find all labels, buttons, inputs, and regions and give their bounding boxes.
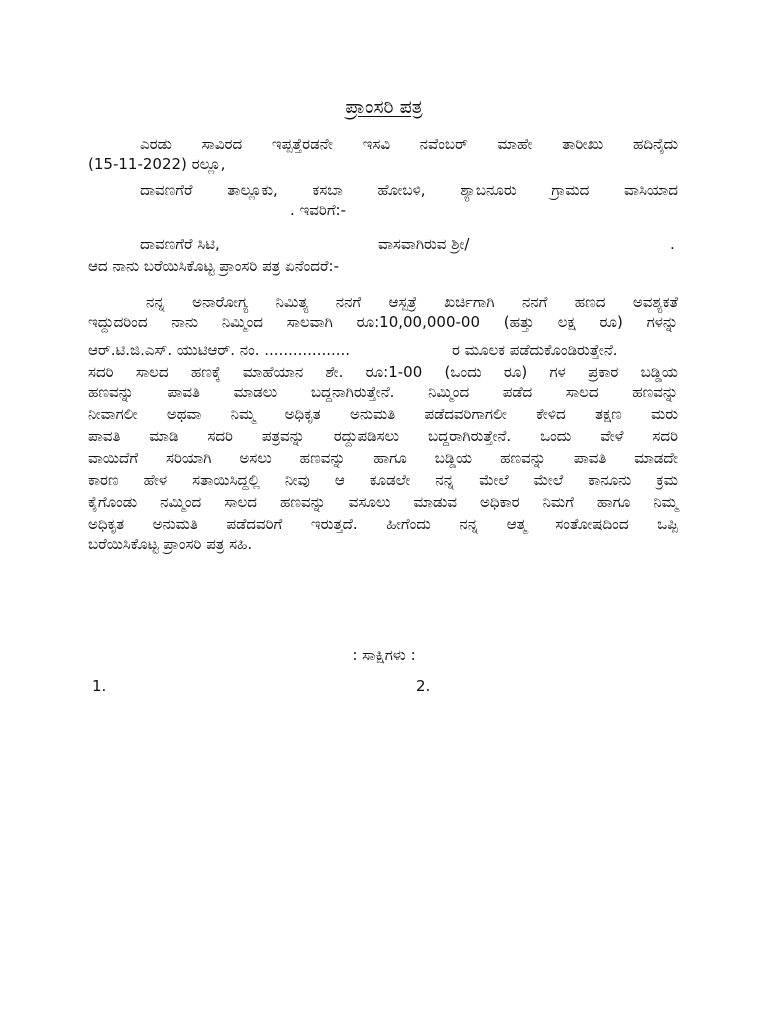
intro-line-4: . ಇವರಿಗೆ:- (290, 201, 347, 219)
body-line-4: ಸದರಿ ಸಾಲದ ಹಣಕ್ಕೆ ಮಾಹೆಯಾನ ಶೇ. ರೂ:1-00 (ಒಂದು ರೂ) ಗಳ ಪ್ರಕಾರ ಬಡ್ಡಿಯ (88, 363, 678, 381)
body-line-3-utr: ಆರ್.ಟಿ.ಜಿ.ಎಸ್. ಯುಟಿಆರ್. ನಂ. .................. (88, 341, 351, 359)
body-line-1: ನನ್ನ ಅನಾರೋಗ್ಯ ನಿಮಿತ್ಯ ನನಗೆ ಆಸ್ಪತ್ರೆ ಖರ್ಚಿಗಾಗಿ ನನಗೆ ಹಣದ ಅವಶ್ಯಕತೆ (146, 293, 678, 311)
witness-1-label: 1. (92, 677, 107, 695)
body-line-12: ಬರೆಯಿಸಿಕೊಟ್ಟ ಪ್ರಾಂಸರಿ ಪತ್ರ ಸಹಿ. (88, 535, 253, 553)
intro-line-5-city: ದಾವಣಗೆರೆ ಸಿಟಿ, (140, 235, 220, 253)
witness-2-label: 2. (416, 677, 431, 695)
intro-line-1: ಎರಡು ಸಾವಿರದ ಇಪ್ಪತ್ತೆರಡನೇ ಇಸವಿ ನವೆಂಬರ್ ಮಾಹೇ ತಾರೀಖು ಹದಿನೈದು (140, 135, 678, 153)
body-line-9: ಕಾರಣ ಹೇಳ ಸತಾಯಿಸಿದ್ದಲ್ಲಿ ನೀವು ಆ ಕೂಡಲೇ ನನ್ನ ಮೇಲೆ ಮೇಲೆ ಕಾನೂನು ಕ್ರಮ (88, 471, 678, 489)
intro-line-3: ದಾವಣಗೆರೆ ತಾಲ್ಲೂಕು, ಕಸಬಾ ಹೋಬಳಿ, ಶ್ಯಾಬನೂರು ಗ್ರಾಮದ ವಾಸಿಯಾದ (140, 181, 678, 199)
body-line-6: ನೀವಾಗಲೀ ಅಥವಾ ನಿಮ್ಮ ಅಧಿಕೃತ ಅನುಮತಿ ಪಡೆದವರಿಗಾಗಲೀ ಕೇಳಿದ ತಕ್ಷಣ ಮರು (88, 405, 678, 423)
body-line-8: ವಾಯಿದೆಗೆ ಸರಿಯಾಗಿ ಅಸಲು ಹಣವನ್ನು ಹಾಗೂ ಬಡ್ಡಿಯ ಹಣವನ್ನು ಪಾವತಿ ಮಾಡದೇ (88, 449, 678, 467)
intro-line-5-end: . (670, 235, 675, 253)
body-line-10: ಕೈಗೊಂಡು ನಮ್ಮಿಂದ ಸಾಲದ ಹಣವನ್ನು ವಸೂಲು ಮಾಡುವ ಅಧಿಕಾರ ನಿಮಗೆ ಹಾಗೂ ನಿಮ್ಮ (88, 493, 678, 511)
body-line-7: ಪಾವತಿ ಮಾಡಿ ಸದರಿ ಪತ್ರವನ್ನು ರದ್ದುಪಡಿಸಲು ಬದ್ದರಾಗಿರುತ್ತೇನೆ. ಒಂದು ವೇಳೆ ಸದರಿ (88, 427, 678, 445)
intro-line-2: (15-11-2022) ರಲ್ಲೂ, (88, 155, 226, 173)
intro-line-6: ಆದ ನಾನು ಬರೆಯಿಸಿಕೊಟ್ಟ ಪ್ರಾಂಸರಿ ಪತ್ರ ಏನೆಂದರೆ:- (88, 257, 339, 275)
body-line-11: ಅಧಿಕೃತ ಅನುಮತಿ ಪಡೆದವರಿಗೆ ಇರುತ್ತದೆ. ಹೀಗೆಂದು ನನ್ನ ಆತ್ಮ ಸಂತೋಷದಿಂದ ಒಪ್ಪಿ (88, 515, 678, 533)
body-line-5: ಹಣವನ್ನು ಪಾವತಿ ಮಾಡಲು ಬದ್ದನಾಗಿರುತ್ತೇನೆ. ನಿಮ್ಮಿಂದ ಪಡೆದ ಸಾಲದ ಹಣವನ್ನು (88, 383, 678, 401)
document-title: ಪ್ರಾಂಸರಿ ಪತ್ರ (345, 96, 423, 118)
intro-line-5-resident: ವಾಸವಾಗಿರುವ ಶ್ರೀ/ (378, 235, 470, 253)
witnesses-heading: : ಸಾಕ್ಷಿಗಳು : (352, 646, 416, 664)
body-line-3-end: ರ ಮೂಲಕ ಪಡೆದುಕೊಂಡಿರುತ್ತೇನೆ. (452, 341, 618, 359)
body-line-2: ಇದ್ದುದರಿಂದ ನಾನು ನಿಮ್ಮಿಂದ ಸಾಲವಾಗಿ ರೂ:10,00,000-00 (ಹತ್ತು ಲಕ್ಷ ರೂ) ಗಳನ್ನು (88, 313, 678, 331)
